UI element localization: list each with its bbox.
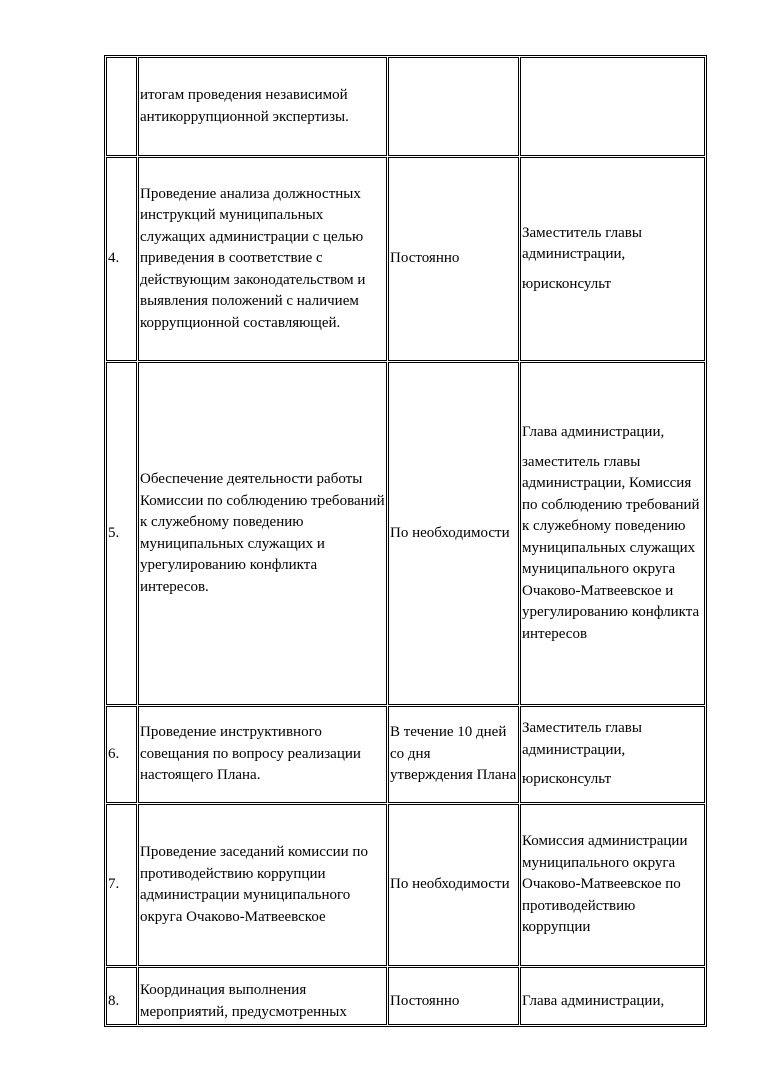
row-number: 5. — [106, 362, 137, 705]
row-number: 6. — [106, 706, 137, 803]
measure-text: Проведение инструктивного совещания по вопросу реализации настоящего Плана. — [138, 706, 387, 803]
table-row — [106, 362, 705, 705]
responsible-cell — [520, 967, 705, 1025]
responsible-line: Заместитель главы администрации, — [522, 720, 642, 758]
term-text: По необходимости — [388, 804, 519, 966]
responsible-line: юрисконсульт — [522, 771, 612, 788]
table-row — [106, 57, 705, 156]
term-text: Постоянно — [388, 967, 519, 1025]
responsible-cell — [520, 706, 705, 803]
table-row — [106, 967, 705, 1025]
responsible-cell — [520, 57, 705, 156]
measure-text: Проведение анализа должностных инструкций муниципальных служащих администрации с целью приведения в соответствие с действующим законодательством и выявления положений с наличием коррупционной составляющей. — [138, 157, 387, 361]
measure-text: Координация выполнения мероприятий, предусмотренных — [138, 967, 387, 1025]
responsible-line: юрисконсульт — [522, 275, 612, 292]
table-row — [106, 706, 705, 803]
responsible-cell — [520, 362, 705, 705]
table-row — [106, 804, 705, 966]
measure-text: Проведение заседаний комиссии по противодействию коррупции администрации муниципального округа Очаково-Матвеевское — [138, 804, 387, 966]
row-number: 8. — [106, 967, 137, 1025]
term-text — [388, 57, 519, 156]
term-text: По необходимости — [388, 362, 519, 705]
term-text: Постоянно — [388, 157, 519, 361]
responsible-line: заместитель главы администрации, Комиссия по соблюдению требований к служебному поведению муниципальных служащих муниципального округа Очаково-Матвеевское и урегулированию конфликта интересов — [522, 453, 700, 642]
measure-text: Обеспечение деятельности работы Комиссии по соблюдению требований к служебному поведению муниципальных служащих и урегулированию конфликта интересов. — [138, 362, 387, 705]
row-number: 4. — [106, 157, 137, 361]
plan-table — [104, 55, 707, 1027]
responsible-line: Заместитель главы администрации, — [522, 224, 642, 263]
responsible-line: Глава администрации, — [522, 992, 665, 1009]
responsible-line: Глава администрации, — [522, 424, 665, 440]
responsible-cell — [520, 157, 705, 361]
responsible-line: Комиссия администрации муниципального округа Очаково-Матвеевское по противодействию коррупции — [522, 833, 688, 936]
table-row — [106, 157, 705, 361]
responsible-cell — [520, 804, 705, 966]
measure-text: итогам проведения независимой антикоррупционной экспертизы. — [138, 57, 387, 156]
row-number: 7. — [106, 804, 137, 966]
term-text: В течение 10 дней со дня утверждения Плана — [388, 706, 519, 803]
row-number — [106, 57, 137, 156]
